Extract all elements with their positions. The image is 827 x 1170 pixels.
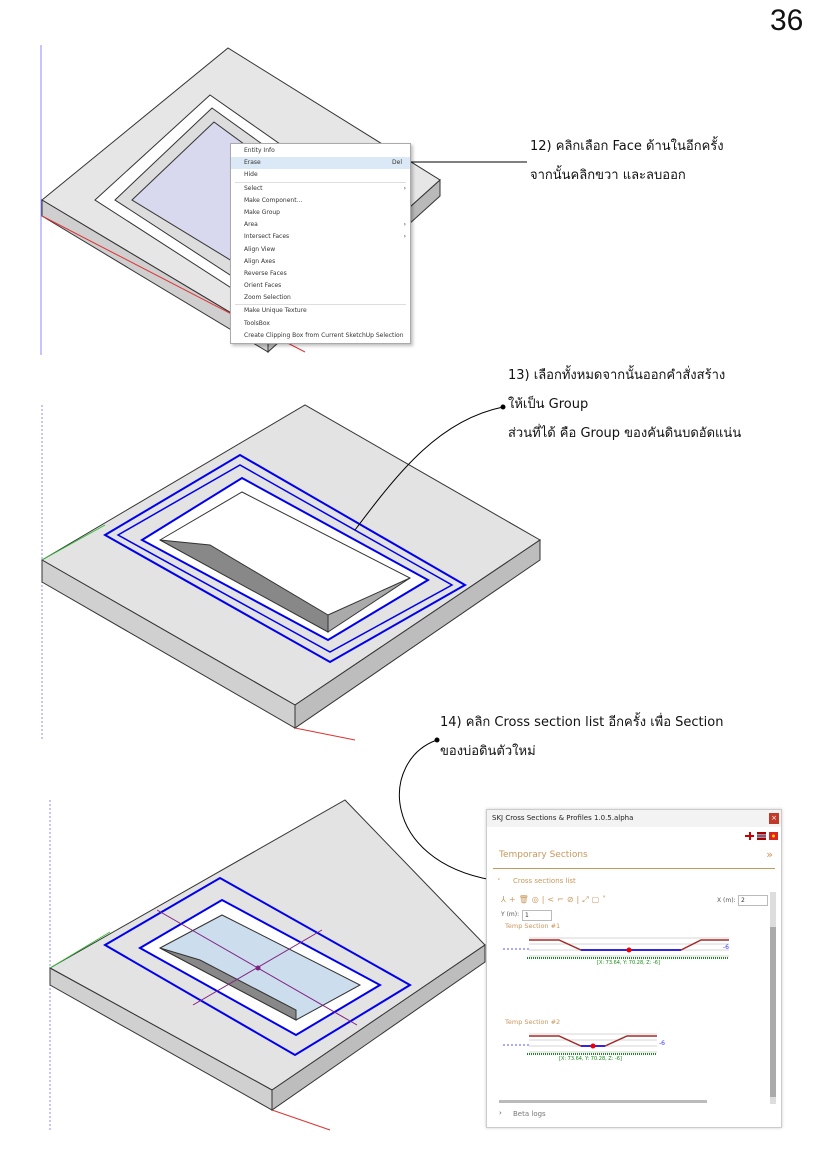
chevron-down-icon[interactable]: ˅ <box>497 878 501 886</box>
page-number: 36 <box>770 4 804 37</box>
submenu-arrow-icon: › <box>403 221 406 229</box>
menu-item-make-unique-texture[interactable] <box>231 305 410 317</box>
close-button[interactable]: × <box>769 813 779 824</box>
cross-sections-list-toggle[interactable]: Cross sections list <box>513 877 576 885</box>
menu-item-create-clipping-box[interactable] <box>231 330 410 342</box>
chevron-right-icon[interactable]: › <box>499 1109 502 1117</box>
step-13-note <box>508 361 741 448</box>
section-2-title: Temp Section #2 <box>505 1018 561 1026</box>
menu-item-area[interactable] <box>231 219 410 231</box>
menu-item-label: Align Axes <box>244 257 276 265</box>
menu-item-label: Make Group <box>244 208 280 216</box>
note-line: 14) คลิก Cross section list อีกครั้ง เพื่อ Section <box>440 715 724 730</box>
section-1-readout: [X: 73.64, Y: 70.28, Z: -6] <box>597 960 660 966</box>
menu-item-orient-faces[interactable] <box>231 280 410 292</box>
menu-item-label: Erase <box>244 159 261 167</box>
note-line: 13) เลือกทั้งหมดจากนั้นออกคำสั่งสร้าง <box>508 368 726 383</box>
menu-item-label: Create Clipping Box from Current SketchUp Selection <box>244 331 404 339</box>
step-12-note <box>530 132 724 190</box>
expand-button[interactable]: » <box>766 848 773 861</box>
shortcut-label: Del <box>392 159 402 167</box>
menu-item-label: Entity Info <box>244 147 275 154</box>
language-flags-icon[interactable] <box>745 832 779 841</box>
x-input[interactable]: 2 <box>738 895 768 906</box>
step-14-note <box>440 708 723 766</box>
context-menu <box>230 143 411 344</box>
menu-item-label: Area <box>244 221 258 229</box>
y-label: Y (m): <box>501 911 520 918</box>
menu-item-label: ToolsBox <box>244 319 270 327</box>
menu-item-label: Reverse Faces <box>244 269 287 277</box>
section-marker <box>591 1044 596 1049</box>
menu-item-label: Select <box>244 184 263 192</box>
note-line: จากนั้นคลิกขวา และลบออก <box>530 168 686 183</box>
menu-item-make-component[interactable] <box>231 195 410 207</box>
menu-item-hide[interactable] <box>231 169 410 181</box>
panel-title: SKJ Cross Sections & Profiles 1.0.5.alpha <box>487 810 781 827</box>
section-1-level: -6 <box>723 944 729 951</box>
note-line: ของบ่อดินตัวใหม่ <box>440 744 536 759</box>
y-input[interactable]: 1 <box>522 910 552 921</box>
section-1-title: Temp Section #1 <box>505 922 561 930</box>
menu-item-intersect-faces[interactable] <box>231 231 410 243</box>
menu-item-toolsbox[interactable] <box>231 318 410 330</box>
submenu-arrow-icon: › <box>403 233 406 241</box>
menu-item-label: Zoom Selection <box>244 294 291 302</box>
menu-item-select[interactable] <box>231 183 410 195</box>
scene-2-model <box>42 405 540 740</box>
menu-item-entity-info[interactable] <box>231 145 410 157</box>
divider <box>493 868 775 869</box>
note-line: ให้เป็น Group <box>508 397 589 412</box>
x-label: X (m): <box>717 897 736 904</box>
menu-item-label: Align View <box>244 245 276 253</box>
note-line: 12) คลิกเลือก Face ด้านในอีกครั้ง <box>530 139 724 154</box>
menu-item-label: Hide <box>244 171 258 179</box>
section-heading: Temporary Sections <box>499 850 588 860</box>
section-2-readout: [X: 73.64, Y: 70.28, Z: -6] <box>559 1056 622 1062</box>
beta-logs-toggle[interactable]: Beta logs <box>513 1110 546 1118</box>
section-2-level: -6 <box>659 1040 665 1047</box>
skj-cross-sections-panel <box>486 809 782 1128</box>
menu-item-align-axes[interactable] <box>231 256 410 268</box>
menu-item-label: Make Unique Texture <box>244 307 307 315</box>
horizontal-scrollbar[interactable] <box>499 1100 707 1103</box>
scene-3-model <box>50 800 485 1130</box>
menu-item-label: Make Component... <box>244 196 303 204</box>
vertical-scrollbar[interactable] <box>770 892 776 1104</box>
section-marker <box>627 948 632 953</box>
submenu-arrow-icon: › <box>403 184 406 192</box>
menu-item-zoom-selection[interactable] <box>231 292 410 304</box>
menu-item-align-view[interactable] <box>231 244 410 256</box>
menu-item-label: Orient Faces <box>244 282 282 290</box>
menu-item-reverse-faces[interactable] <box>231 268 410 280</box>
menu-item-label: Intersect Faces <box>244 233 290 241</box>
menu-item-make-group[interactable] <box>231 207 410 219</box>
menu-item-erase[interactable] <box>231 157 410 169</box>
section-toolbar[interactable]: ⅄+🗑◎|<⌐⊘|⤢▢˅ <box>501 895 610 904</box>
note-line: ส่วนที่ได้ คือ Group ของคันดินบดอัดแน่น <box>508 426 742 441</box>
